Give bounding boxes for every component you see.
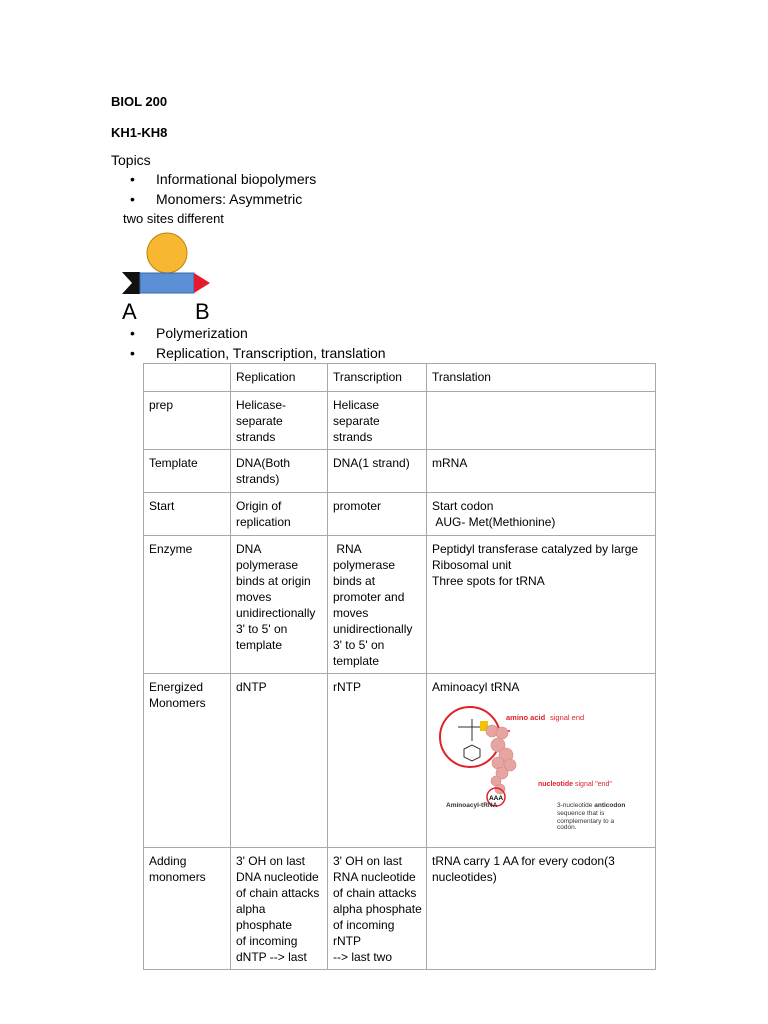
table-row (144, 536, 656, 674)
table-row (144, 392, 656, 450)
cell-transcription: Helicase separate strands (328, 392, 427, 450)
cell-replication: DNA polymerase binds at origin moves unidirectionally 3' to 5' on template (231, 536, 328, 674)
row-label: Enzyme (144, 536, 231, 674)
black-arrow-end (122, 272, 140, 294)
cell-translation: tRNA carry 1 AA for every codon(3 nucleotides) (427, 848, 656, 970)
site-b-label: B (195, 299, 210, 324)
header-cell-transcription: Transcription (328, 364, 427, 392)
cell-replication: Helicase- separate strands (231, 392, 328, 450)
nucleotide-label: nucleotide (538, 781, 574, 788)
side-group-circle (147, 233, 187, 273)
chapter-range: KH1-KH8 (111, 125, 168, 140)
header-cell-empty (144, 364, 231, 392)
cell-transcription: 3' OH on last RNA nucleotide of chain attacks alpha phosphate of incoming rNTP --> last two (328, 848, 427, 970)
cell-transcription: DNA(1 strand) (328, 450, 427, 493)
red-arrow-end (194, 273, 210, 293)
table-row (144, 848, 656, 970)
row-label: Template (144, 450, 231, 493)
aaa-label: AAA (488, 795, 504, 802)
table-row (144, 674, 656, 848)
cell-transcription: promoter (328, 493, 427, 536)
table-row (144, 493, 656, 536)
course-code: BIOL 200 (111, 94, 168, 109)
site-a-label: A (122, 299, 137, 324)
row-label: Start (144, 493, 231, 536)
topic-bullet: • Replication, Transcription, translation (130, 345, 386, 361)
cell-translation-with-figure (427, 674, 656, 848)
topic-bullet: • Monomers: Asymmetric (130, 191, 303, 207)
row-label: Adding monomers (144, 848, 231, 970)
aminoacyl-trna-figure (432, 701, 647, 829)
signal-end2-label: signal "end" (575, 781, 612, 788)
amino-acid-label: amino acid (506, 713, 546, 722)
anticodon-caption-line1: 3-nucleotide anticodon (557, 802, 626, 809)
anticodon-caption-line3: complementary to a (557, 818, 615, 825)
row-label: Energized Monomers (144, 674, 231, 848)
header-cell-translation: Translation (427, 364, 656, 392)
cell-translation: mRNA (427, 450, 656, 493)
header-cell-replication: Replication (231, 364, 328, 392)
cell-translation: Start codon AUG- Met(Methionine) (427, 493, 656, 536)
monomer-bar (140, 273, 194, 293)
cell-translation (427, 392, 656, 450)
aminoacyl-trna-caption: Aminoacyl-tRNA (446, 802, 498, 809)
cell-replication: DNA(Both strands) (231, 450, 328, 493)
anticodon-caption-line4: codon. (557, 824, 577, 829)
topic-bullet: • Polymerization (130, 325, 248, 341)
signal-end-label: signal end (550, 713, 585, 722)
topics-heading: Topics (111, 152, 151, 168)
topic-bullet: • Informational biopolymers (130, 171, 317, 187)
cell-translation-text: Aminoacyl tRNA (432, 680, 520, 694)
cell-transcription: RNA polymerase binds at promoter and moves unidirectionally 3' to 5' on template (328, 536, 427, 674)
cell-replication: Origin of replication (231, 493, 328, 536)
cell-replication: dNTP (231, 674, 328, 848)
anticodon-caption-line2: sequence that is (557, 810, 605, 817)
cell-replication: 3' OH on last DNA nucleotide of chain attacks alpha phosphate of incoming dNTP --> last (231, 848, 328, 970)
asymmetric-monomer-diagram (118, 228, 218, 298)
benzene-ring-icon (464, 745, 480, 761)
comparison-table (143, 363, 656, 970)
cell-transcription: rNTP (328, 674, 427, 848)
cell-translation: Peptidyl transferase catalyzed by large Ribosomal unit Three spots for tRNA (427, 536, 656, 674)
table-row (144, 450, 656, 493)
monomer-caption: two sites different (123, 211, 224, 226)
row-label: prep (144, 392, 231, 450)
